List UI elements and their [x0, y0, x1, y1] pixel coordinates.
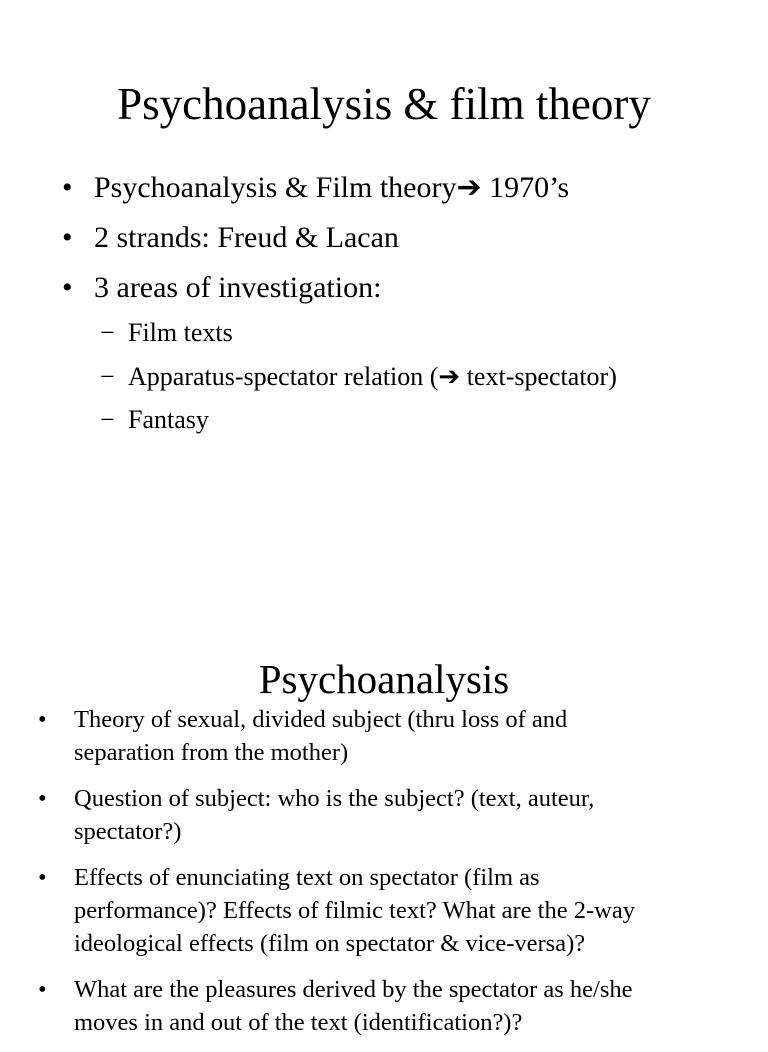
- bullet-text-line: Effects of enunciating text on spectator (film as: [74, 864, 540, 891]
- slide-1-subbullet-list: [100, 318, 760, 449]
- subbullet-text: Fantasy: [128, 405, 209, 434]
- bullet-text-line: performance)? Effects of filmic text? What are the 2-way: [74, 897, 635, 924]
- list-item: [60, 270, 750, 306]
- dash-icon: −: [100, 361, 115, 391]
- slide-1-title: Psychoanalysis & film theory: [117, 79, 651, 129]
- bullet-text-line: ideological effects (film on spectator & vice-versa)?: [74, 930, 586, 957]
- subbullet-text: Apparatus-spectator relation (➔ text-spectator): [128, 361, 617, 391]
- bullet-icon: •: [62, 221, 73, 254]
- dash-icon: −: [100, 318, 115, 347]
- bullet-icon: •: [38, 976, 47, 1003]
- list-item: [38, 703, 728, 769]
- slide-1-bullet-list: [60, 170, 750, 320]
- list-item: [60, 170, 750, 206]
- list-item: [38, 861, 728, 960]
- bullet-icon: •: [62, 271, 73, 304]
- subbullet-text: Film texts: [128, 318, 233, 347]
- slide-2-title: Psychoanalysis: [258, 656, 510, 702]
- bullet-icon: •: [38, 706, 47, 733]
- bullet-text-line: moves in and out of the text (identification?)?: [74, 1009, 523, 1036]
- bullet-icon: •: [38, 864, 47, 891]
- bullet-text-line: spectator?): [74, 818, 182, 845]
- list-item: [100, 405, 760, 435]
- list-item: [38, 973, 728, 1039]
- list-item: [100, 318, 760, 348]
- dash-icon: −: [100, 405, 115, 434]
- bullet-text-line: Question of subject: who is the subject? (text, auteur,: [74, 785, 595, 812]
- list-item: [38, 782, 728, 848]
- list-item: [100, 362, 760, 392]
- list-item: [60, 220, 750, 256]
- bullet-text: 3 areas of investigation:: [94, 271, 382, 304]
- bullet-text-line: What are the pleasures derived by the spectator as he/she: [74, 976, 633, 1003]
- bullet-text-line: Theory of sexual, divided subject (thru loss of and: [74, 706, 568, 733]
- bullet-icon: •: [62, 171, 73, 204]
- slide-2-bullet-list: [38, 703, 728, 1052]
- bullet-text: Psychoanalysis & Film theory➔ 1970’s: [94, 171, 570, 204]
- bullet-text: 2 strands: Freud & Lacan: [94, 221, 399, 254]
- bullet-icon: •: [38, 785, 47, 812]
- bullet-text-line: separation from the mother): [74, 739, 349, 766]
